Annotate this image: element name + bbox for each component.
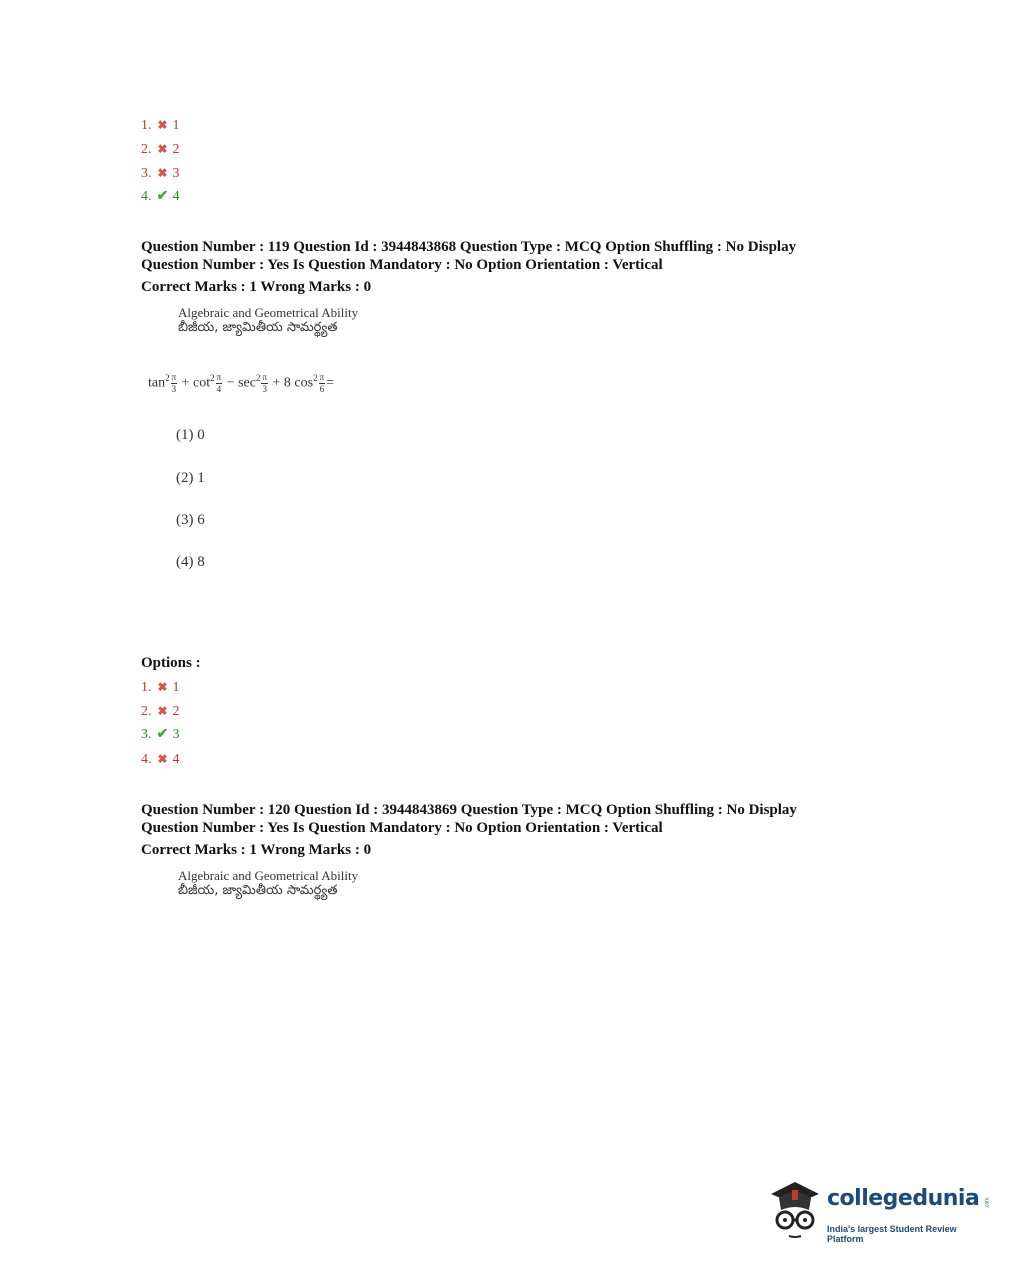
wrong-mark-icon: ✖ <box>157 680 168 694</box>
check-mark-icon: ✔ <box>156 727 169 742</box>
subject-english: Algebraic and Geometrical Ability <box>178 868 359 883</box>
wrong-mark-icon: ✖ <box>157 118 168 132</box>
brand-name: collegedunia <box>827 1186 980 1211</box>
option-row: 1. ✖ 1 <box>141 118 180 133</box>
wrong-mark-icon: ✖ <box>157 752 168 766</box>
option-row: 3. ✖ 3 <box>141 166 180 181</box>
question-formula: $\tan^2$ $\frac{\pi}{3}$ + $\cot^2$ $\frac{\pi}{4}$ − $\sec^2$ $\frac{\pi}{3}$ + 8 $\cos^2$ $\frac{\pi}{6}$ = <box>148 372 335 394</box>
question-meta-line-2: Question Number : Yes Is Question Mandatory : No Option Orientation : Vertical <box>141 257 663 273</box>
question-marks: Correct Marks : 1 Wrong Marks : 0 <box>141 279 372 295</box>
option-row: 4. ✔ 4 <box>141 189 180 204</box>
question-meta-line-1: Question Number : 119 Question Id : 3944843868 Question Type : MCQ Option Shuffling : No Display <box>141 239 797 255</box>
option-row: 4. ✖ 4 <box>141 752 180 767</box>
wrong-mark-icon: ✖ <box>157 166 168 180</box>
option-row: 1. ✖ 1 <box>141 680 180 695</box>
subject-english: Algebraic and Geometrical Ability <box>178 305 359 320</box>
options-heading: Options : <box>141 655 201 671</box>
wrong-mark-icon: ✖ <box>157 142 168 156</box>
answer-choice: (2) 1 <box>176 470 205 486</box>
brand-tagline: India's largest Student Review Platform <box>827 1224 957 1244</box>
option-row: 2. ✖ 2 <box>141 704 180 719</box>
question-marks: Correct Marks : 1 Wrong Marks : 0 <box>141 842 372 858</box>
subject-label <box>178 868 358 898</box>
check-mark-icon: ✔ <box>156 189 169 204</box>
answer-choice: (1) 0 <box>176 427 205 443</box>
mascot-icon <box>765 1178 825 1248</box>
answer-choice: (3) 6 <box>176 512 205 528</box>
collegedunia-logo <box>765 1178 995 1248</box>
subject-telugu: బీజీయ, జ్యామితీయ సామర్థ్యత <box>178 320 338 335</box>
answer-choice: (4) 8 <box>176 554 205 570</box>
subject-telugu: బీజీయ, జ్యామితీయ సామర్థ్యత <box>178 883 338 898</box>
brand-domain: .com <box>984 1197 991 1209</box>
wrong-mark-icon: ✖ <box>157 704 168 718</box>
subject-label <box>178 305 358 335</box>
question-meta-line-1: Question Number : 120 Question Id : 3944843869 Question Type : MCQ Option Shuffling : No Display <box>141 802 797 818</box>
question-meta-line-2: Question Number : Yes Is Question Mandatory : No Option Orientation : Vertical <box>141 820 663 836</box>
option-row: 3. ✔ 3 <box>141 727 180 742</box>
option-row: 2. ✖ 2 <box>141 142 180 157</box>
